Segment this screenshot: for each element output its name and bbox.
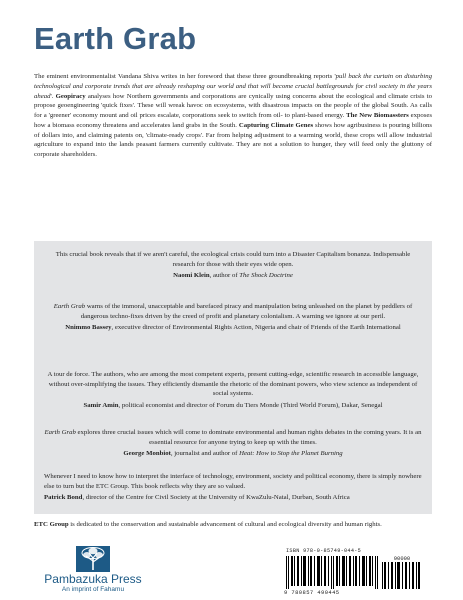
intro-climate-genes: Capturing Climate Genes — [238, 121, 314, 129]
endorsement-bassey — [44, 302, 422, 333]
etc-group-text: is dedicated to the conservation and sustainable advancement of cultural and ecological diversity and human rights. — [68, 521, 382, 528]
endorser-role: , executive director of Environmental Rights Action, Nigeria and chair of Friends of the Earth International — [111, 324, 401, 332]
etc-group-name: ETC Group — [34, 521, 69, 528]
intro-text-4: exposes how a biomass economy threatens and accelerates land grabs in the South. — [34, 112, 432, 129]
endorsement-attribution — [44, 401, 422, 411]
endorser-work: Heat: How to Stop the Planet Burning — [239, 450, 343, 458]
isbn-barcode — [282, 548, 430, 596]
endorser-name: Nnimmo Bassey — [65, 324, 112, 332]
endorser-name: Patrick Bond — [44, 494, 83, 502]
intro-foreword-quote: pull back the curtain on disturbing technological and corporate trends that are already reshaping our world and that will become crucial battlegrounds for civil society in the years ahead — [34, 73, 432, 100]
endorsement-book-title: Earth Grab — [44, 429, 76, 436]
isbn-number: ISBN 978-0-85749-044-5 — [286, 548, 362, 554]
endorsement-attribution — [44, 271, 422, 281]
endorsements-panel — [34, 241, 432, 514]
intro-text-2: '. — [50, 92, 56, 100]
endorsement-quote: A tour de force. The authors, who are among the most competent experts, present cutting-edge, scientific research in accessible language, without over-simplifying the issues. They efficiently dismantle the rhetoric of the dominant powers, who view science as independent of social systems. — [47, 371, 419, 398]
endorser-work: The Shock Doctrine — [239, 272, 293, 280]
endorser-role: , author of — [209, 272, 240, 280]
intro-paragraph — [34, 72, 432, 160]
book-title: Earth Grab — [34, 21, 197, 56]
intro-text-1: The eminent environmentalist Vandana Shiva writes in her foreword that these three groundbreaking reports ' — [34, 73, 336, 80]
publisher-imprint: An imprint of Fahamu — [61, 586, 125, 593]
endorser-name: George Monbiot — [123, 450, 171, 458]
endorser-role: , journalist and author of — [170, 450, 240, 458]
endorser-role: , political economist and director of Forum du Tiers Monde (Third World Forum), Dakar, Senegal — [118, 401, 383, 409]
endorsement-bond — [44, 472, 422, 503]
intro-biomassters: The New Biomassters — [346, 112, 409, 119]
endorsement-monbiot — [44, 428, 422, 459]
publisher-logo — [37, 545, 149, 597]
etc-group-note — [34, 520, 394, 530]
endorsement-attribution — [44, 449, 422, 459]
addon-barcode-bars — [382, 562, 422, 589]
endorsement-quote-text: explores three crucial issues which will come to dominate environmental and human rights debates in the coming years. It is an essential resource for anyone trying to keep up with the times. — [75, 429, 422, 446]
endorser-name: Naomi Klein — [173, 272, 210, 280]
intro-text-5: shows how agribusiness is pouring billions of dollars into, and claiming patents on, 'climate-ready crops'. Far from helping adjustment to a warming world, these crops will allow industrial agriculture to expand into the lands peasant farmers currently cultivate. They are not a solution to hunger, they will feed only the gluttony of corporate shareholders. — [34, 121, 432, 158]
endorsement-attribution — [44, 493, 422, 503]
endorsement-quote: Whenever I need to know how to interpret the interface of technology, environment, society and political economy, there is simply nowhere else to turn but the ETC Group. This book reflects why they are so valued. — [44, 473, 422, 490]
endorsement-quote: This crucial book reveals that if we aren't careful, the ecological crisis could turn into a Disaster Capitalism bonanza. Indispensable research for those with their eyes wide open. — [55, 251, 411, 268]
endorsement-quote-text: warns of the immoral, unacceptable and barefaced piracy and manipulation being unleashed on the planet by peddlers of dangerous techno-fixes driven by the creed of profit and planetary colonialism. A warning we ignore at our peril. — [80, 303, 413, 320]
intro-text-3: analyses how Northern governments and corporations are cynically using concerns about the ecological and climate crisis to propose geoengineering 'quick fixes'. These will wreak havoc on ecosystems, with disastrous impacts on the people of the global South. As calls for a 'greener' economy mount and oil prices escalate, corporations seek to switch from oil- to plant-based energy. — [34, 92, 432, 119]
endorser-name: Samir Amin — [83, 401, 119, 409]
barcode-digits: 9 780857 490445 — [284, 589, 340, 596]
endorsement-amin — [44, 370, 422, 410]
barcode-bars — [286, 556, 380, 589]
endorsement-quote — [44, 428, 422, 447]
price-code: 90000 — [393, 555, 411, 562]
endorsement-quote — [44, 302, 422, 321]
intro-geopiracy: Geopiracy — [55, 92, 86, 100]
endorser-role: , director of the Centre for Civil Society at the University of KwaZulu-Natal, Durban, South Africa — [82, 494, 350, 502]
endorsement-klein — [44, 250, 422, 281]
endorsement-book-title: Earth Grab — [53, 303, 86, 310]
endorsement-attribution — [44, 323, 422, 333]
publisher-name: Pambazuka Press — [44, 572, 142, 586]
tree-icon — [75, 545, 111, 573]
